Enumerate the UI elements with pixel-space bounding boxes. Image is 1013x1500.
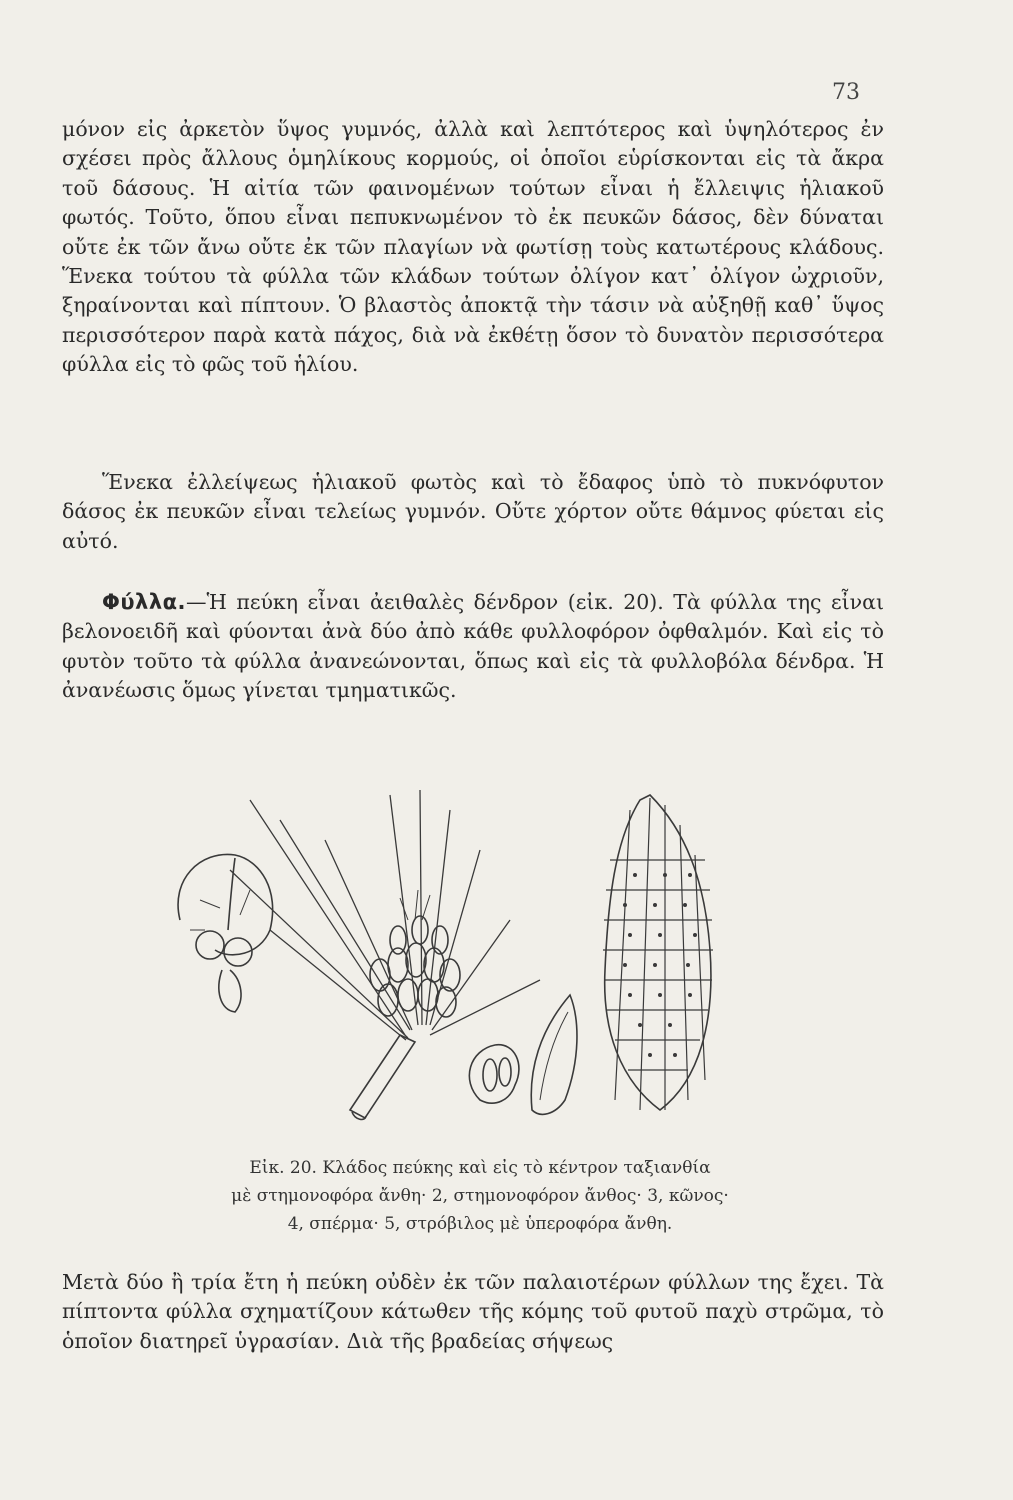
paragraph-4: Μετὰ δύο ἢ τρία ἔτη ἡ πεύκη οὐδὲν ἐκ τῶν παλαιοτέρων φύλλων της ἔχει. Τὰ πίπτοντα φύλλα σχηματίζουν κάτωθεν τῆς κόμης τοῦ φυτοῦ παχὺ στρῶμα, τὸ ὁποῖον διατηρεῖ ὑγρασίαν. Διὰ τῆς βραδείας σήψεως xyxy=(62,1270,884,1353)
page-number: 73 xyxy=(832,80,860,105)
figure-caption-line-3: 4, σπέρμα· 5, στρόβιλος μὲ ὑπεροφόρα ἄνθη. xyxy=(287,1214,673,1234)
figure-caption-line-1: Εἰκ. 20. Κλάδος πεύκης καὶ εἰς τὸ κέντρον ταξιανθία xyxy=(249,1158,711,1178)
paragraph-3 xyxy=(62,588,884,706)
figure-caption-line-2: μὲ στημονοφόρα ἄνθη· 2, στημονοφόρον ἄνθος· 3, κῶνος· xyxy=(231,1186,729,1206)
cone-scale-drawing xyxy=(531,995,577,1114)
pine-cone-drawing xyxy=(603,795,713,1110)
section-heading: Φύλλα. xyxy=(102,590,187,614)
pine-branch-illustration xyxy=(160,780,880,1145)
pine-branch-drawing xyxy=(230,790,540,1119)
paragraph-1: μόνον εἰς ἀρκετὸν ὕψος γυμνός, ἀλλὰ καὶ λεπτότερος καὶ ὑψηλότερος ἐν σχέσει πρὸς ἄλλους ὁμηλίκους κορμούς, οἱ ὁποῖοι εὑρίσκονται εἰς τὰ ἄκρα τοῦ δάσους. Ἡ αἰτία τῶν φαινομένων τούτων εἶναι ἡ ἔλλειψις ἡλιακοῦ φωτός. Τοῦτο, ὅπου εἶναι πεπυκνωμένον τὸ ἐκ πευκῶν δάσος, δὲν δύναται οὔτε ἐκ τῶν ἄνω οὔτε ἐκ τῶν πλαγίων νὰ φωτίσῃ τοὺς κατωτέρους κλάδους. Ἕνεκα τούτου τὰ φύλλα τῶν κλάδων τούτων ὀλίγον κατ᾽ ὀλίγον ὠχριοῦν, ξηραίνονται καὶ πίπτουν. Ὁ βλαστὸς ἀποκτᾷ τὴν τάσιν νὰ αὐξηθῇ καθ᾽ ὕψος περισσότερον παρὰ κατὰ πάχος, διὰ νὰ ἐκθέτῃ ὅσον τὸ δυνατὸν περισσότερα φύλλα εἰς τὸ φῶς τοῦ ἡλίου. xyxy=(62,117,884,377)
seed-drawing xyxy=(469,1045,519,1103)
paragraph-2: Ἕνεκα ἐλλείψεως ἡλιακοῦ φωτὸς καὶ τὸ ἔδαφος ὑπὸ τὸ πυκνόφυτον δάσος ἐκ πευκῶν εἶναι τελείως γυμνόν. Οὔτε χόρτον οὔτε θάμνος φύεται εἰς αὐτό. xyxy=(62,470,884,553)
paragraph-3-body: —Ἡ πεύκη εἶναι ἀειθαλὲς δένδρον (εἰκ. 20). Τὰ φύλλα της εἶναι βελονοειδῆ καὶ φύονται ἀνὰ δύο ἀπὸ κάθε φυλλοφόρον ὀφθαλμόν. Καὶ εἰς τὸ φυτὸν τοῦτο τὰ φύλλα ἀνανεώνονται, ὅπως καὶ εἰς τὰ φυλλοβόλα δένδρα. Ἡ ἀνανέωσις ὅμως γίνεται τμηματικῶς. xyxy=(62,590,884,703)
staminate-flower-drawing xyxy=(178,854,273,1012)
